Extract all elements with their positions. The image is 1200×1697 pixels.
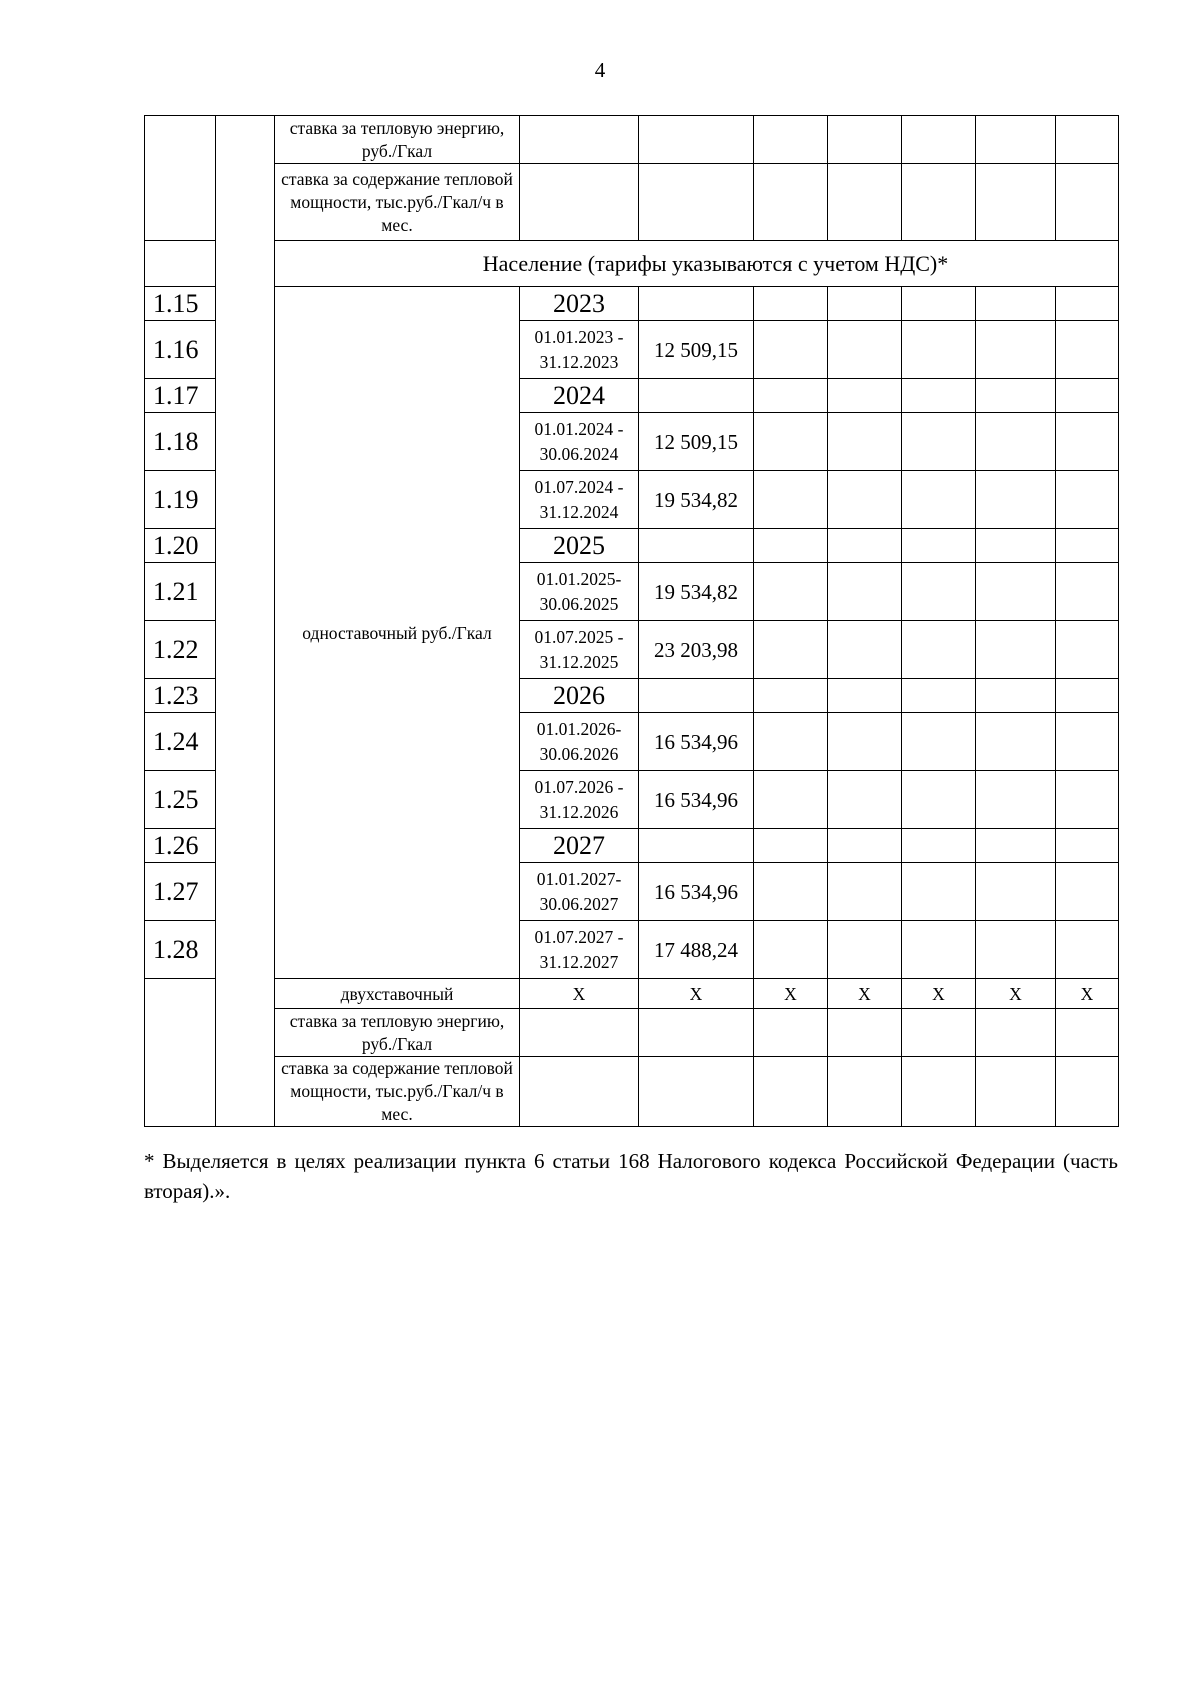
empty-cell — [902, 529, 976, 563]
table-row — [145, 164, 1119, 241]
not-applicable-mark: X — [639, 979, 754, 1009]
empty-num-cell — [145, 979, 216, 1127]
empty-cell — [976, 829, 1056, 863]
row-number: 1.26 — [145, 829, 216, 863]
year-label: 2027 — [520, 829, 639, 863]
tariff-value: 16 534,96 — [639, 863, 754, 921]
empty-cell — [1056, 863, 1119, 921]
capacity-rate-label: ставка за содержание тепловой мощности, тыс.руб./Гкал/ч в мес. — [275, 164, 520, 241]
empty-cell — [754, 379, 828, 413]
empty-cell — [754, 713, 828, 771]
empty-cell — [902, 621, 976, 679]
period-label — [520, 321, 639, 379]
period-end: 30.06.2024 — [539, 443, 619, 464]
empty-cell — [976, 771, 1056, 829]
row-number: 1.18 — [145, 413, 216, 471]
empty-cell — [754, 621, 828, 679]
tariff-value: 12 509,15 — [639, 321, 754, 379]
empty-cell — [902, 563, 976, 621]
period-label — [520, 863, 639, 921]
empty-cell — [828, 863, 902, 921]
footnote: * Выделяется в целях реализации пункта 6 статьи 168 Налогового кодекса Российской Федерации (часть вторая).». — [144, 1149, 1118, 1203]
empty-cell — [520, 1057, 639, 1127]
tariff-value: 19 534,82 — [639, 563, 754, 621]
empty-cell — [1056, 829, 1119, 863]
year-label: 2026 — [520, 679, 639, 713]
empty-cell — [976, 471, 1056, 529]
empty-cell — [976, 413, 1056, 471]
row-number: 1.16 — [145, 321, 216, 379]
period-end: 31.12.2025 — [539, 651, 619, 672]
empty-cell — [976, 1057, 1056, 1127]
empty-cell — [754, 413, 828, 471]
empty-cell — [902, 921, 976, 979]
empty-cell — [902, 771, 976, 829]
not-applicable-mark: X — [902, 979, 976, 1009]
not-applicable-mark: X — [828, 979, 902, 1009]
period-label — [520, 713, 639, 771]
empty-cell — [1056, 621, 1119, 679]
not-applicable-mark: X — [1056, 979, 1119, 1009]
period-start: 01.01.2024 - — [534, 418, 624, 439]
heat-energy-rate-label: ставка за тепловую энергию, руб./Гкал — [275, 1009, 520, 1057]
empty-cell — [754, 287, 828, 321]
year-label: 2023 — [520, 287, 639, 321]
empty-cell — [976, 321, 1056, 379]
empty-group-cell — [216, 116, 275, 1127]
empty-cell — [1056, 471, 1119, 529]
empty-cell — [828, 321, 902, 379]
empty-cell — [902, 679, 976, 713]
empty-cell — [1056, 379, 1119, 413]
empty-cell — [754, 863, 828, 921]
period-end: 31.12.2027 — [539, 951, 619, 972]
two-part-label: двухставочный — [275, 979, 520, 1009]
empty-cell — [902, 379, 976, 413]
empty-cell — [902, 713, 976, 771]
period-label — [520, 563, 639, 621]
empty-cell — [828, 287, 902, 321]
tariff-value — [639, 379, 754, 413]
section-header-row — [145, 241, 1119, 287]
period-end: 31.12.2024 — [539, 501, 619, 522]
empty-cell — [1056, 771, 1119, 829]
page-number: 4 — [594, 58, 606, 82]
empty-cell — [754, 321, 828, 379]
empty-cell — [754, 679, 828, 713]
empty-cell — [1056, 1009, 1119, 1057]
empty-cell — [1056, 713, 1119, 771]
tariff-value — [639, 679, 754, 713]
empty-cell — [976, 713, 1056, 771]
empty-cell — [1056, 679, 1119, 713]
empty-cell — [902, 829, 976, 863]
row-number: 1.25 — [145, 771, 216, 829]
empty-cell — [902, 321, 976, 379]
empty-cell — [828, 621, 902, 679]
capacity-rate-label: ставка за содержание тепловой мощности, тыс.руб./Гкал/ч в мес. — [275, 1057, 520, 1127]
table-row — [145, 1009, 1119, 1057]
period-start: 01.01.2027- — [536, 868, 622, 889]
year-label: 2025 — [520, 529, 639, 563]
empty-cell — [754, 1009, 828, 1057]
period-start: 01.07.2027 - — [534, 926, 624, 947]
empty-cell — [520, 1009, 639, 1057]
empty-num-cell — [145, 116, 216, 241]
heat-energy-rate-label: ставка за тепловую энергию, руб./Гкал — [275, 116, 520, 164]
row-number: 1.28 — [145, 921, 216, 979]
empty-cell — [976, 863, 1056, 921]
empty-cell — [976, 379, 1056, 413]
period-end: 30.06.2027 — [539, 893, 619, 914]
not-applicable-mark: X — [754, 979, 828, 1009]
empty-cell — [639, 1009, 754, 1057]
empty-cell — [1056, 413, 1119, 471]
empty-cell — [1056, 529, 1119, 563]
empty-cell — [902, 471, 976, 529]
tariff-value: 16 534,96 — [639, 771, 754, 829]
tariff-value: 17 488,24 — [639, 921, 754, 979]
tariff-value — [639, 287, 754, 321]
period-start: 01.07.2024 - — [534, 476, 624, 497]
empty-cell — [976, 563, 1056, 621]
tariff-value: 23 203,98 — [639, 621, 754, 679]
year-label: 2024 — [520, 379, 639, 413]
empty-cell — [976, 1009, 1056, 1057]
tariff-table — [144, 115, 1119, 1127]
tariff-value: 16 534,96 — [639, 713, 754, 771]
not-applicable-mark: X — [520, 979, 639, 1009]
empty-cell — [828, 379, 902, 413]
row-number: 1.22 — [145, 621, 216, 679]
empty-cell — [754, 771, 828, 829]
period-label — [520, 413, 639, 471]
empty-cell — [754, 829, 828, 863]
empty-cell — [1056, 921, 1119, 979]
empty-cell — [1056, 287, 1119, 321]
empty-cell — [828, 771, 902, 829]
tariff-value — [639, 829, 754, 863]
row-number: 1.17 — [145, 379, 216, 413]
period-start: 01.07.2026 - — [534, 776, 624, 797]
empty-cell — [828, 921, 902, 979]
empty-cell — [754, 471, 828, 529]
empty-cell — [828, 471, 902, 529]
empty-cell — [754, 563, 828, 621]
empty-cell — [828, 529, 902, 563]
period-end: 31.12.2026 — [539, 801, 619, 822]
empty-cell — [754, 921, 828, 979]
empty-cell — [902, 287, 976, 321]
two-part-row — [145, 979, 1119, 1009]
period-label — [520, 471, 639, 529]
table-row — [145, 1057, 1119, 1127]
row-number: 1.20 — [145, 529, 216, 563]
empty-cell — [828, 679, 902, 713]
empty-cell — [754, 529, 828, 563]
period-start: 01.01.2023 - — [534, 326, 624, 347]
row-number: 1.27 — [145, 863, 216, 921]
empty-cell — [828, 1057, 902, 1127]
empty-num-cell — [145, 241, 216, 287]
empty-cell — [902, 1009, 976, 1057]
empty-cell — [902, 863, 976, 921]
period-label — [520, 921, 639, 979]
empty-cell — [828, 829, 902, 863]
year-row — [145, 287, 1119, 321]
period-label — [520, 771, 639, 829]
single-rate-label: одноставочный руб./Гкал — [275, 287, 520, 979]
empty-cell — [976, 529, 1056, 563]
empty-cell — [976, 621, 1056, 679]
period-end: 31.12.2023 — [539, 351, 619, 372]
period-start: 01.07.2025 - — [534, 626, 624, 647]
empty-cell — [976, 287, 1056, 321]
row-number: 1.21 — [145, 563, 216, 621]
empty-cell — [828, 713, 902, 771]
empty-cell — [1056, 563, 1119, 621]
period-end: 30.06.2025 — [539, 593, 619, 614]
empty-cell — [828, 1009, 902, 1057]
tariff-value — [639, 529, 754, 563]
not-applicable-mark: X — [976, 979, 1056, 1009]
period-label — [520, 621, 639, 679]
empty-cell — [754, 1057, 828, 1127]
row-number: 1.23 — [145, 679, 216, 713]
row-number: 1.24 — [145, 713, 216, 771]
population-section-header: Население (тарифы указываются с учетом НДС)* — [275, 241, 1119, 287]
empty-cell — [639, 1057, 754, 1127]
empty-cell — [902, 413, 976, 471]
row-number: 1.19 — [145, 471, 216, 529]
row-number: 1.15 — [145, 287, 216, 321]
empty-cell — [976, 921, 1056, 979]
period-end: 30.06.2026 — [539, 743, 619, 764]
tariff-value: 12 509,15 — [639, 413, 754, 471]
empty-cell — [1056, 321, 1119, 379]
period-start: 01.01.2026- — [536, 718, 622, 739]
empty-cell — [1056, 1057, 1119, 1127]
tariff-value: 19 534,82 — [639, 471, 754, 529]
period-start: 01.01.2025- — [536, 568, 622, 589]
empty-cell — [828, 413, 902, 471]
table-row — [145, 116, 1119, 164]
empty-cell — [902, 1057, 976, 1127]
empty-cell — [976, 679, 1056, 713]
empty-cell — [828, 563, 902, 621]
